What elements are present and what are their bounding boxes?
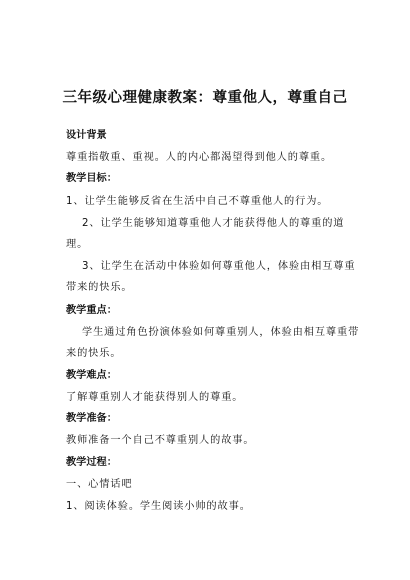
goal-item-2-line-1: 2、让学生能够知道尊重他人才能获得他人的尊重的道: [82, 218, 345, 229]
design-background-text: 尊重指敬重、重视。人的内心都渴望得到他人的尊重。: [66, 152, 333, 163]
goal-item-3-line-2: 带来的快乐。: [66, 282, 133, 293]
document-title: 三年级心理健康教案：尊重他人，尊重自己: [62, 89, 348, 106]
goal-item-1: 1、让学生能够反省在生活中自己不尊重他人的行为。: [66, 196, 329, 207]
goal-item-3-line-1: 3、让学生在活动中体验如何尊重他人，体验由相互尊重: [82, 261, 356, 272]
process-subheading-1: 一、心情话吧: [66, 479, 133, 490]
heading-design-background: 设计背景: [66, 130, 107, 141]
key-points-line-2: 来的快乐。: [66, 348, 122, 359]
difficulties-text: 了解尊重别人才能获得别人的尊重。: [66, 392, 244, 403]
process-item-1: 1、阅读体验。学生阅读小帅的故事。: [66, 501, 251, 512]
goal-item-2-line-2: 理。: [66, 239, 89, 250]
key-points-line-1: 学生通过角色扮演体验如何尊重别人，体验由相互尊重带: [82, 327, 360, 338]
heading-difficulties: 教学难点：: [66, 370, 117, 381]
heading-key-points: 教学重点：: [66, 305, 117, 316]
heading-preparation: 教学准备：: [66, 413, 117, 424]
heading-process: 教学过程：: [66, 457, 117, 468]
preparation-text: 教师准备一个自己不尊重别人的故事。: [66, 435, 255, 446]
heading-teaching-goals: 教学目标：: [66, 173, 117, 184]
